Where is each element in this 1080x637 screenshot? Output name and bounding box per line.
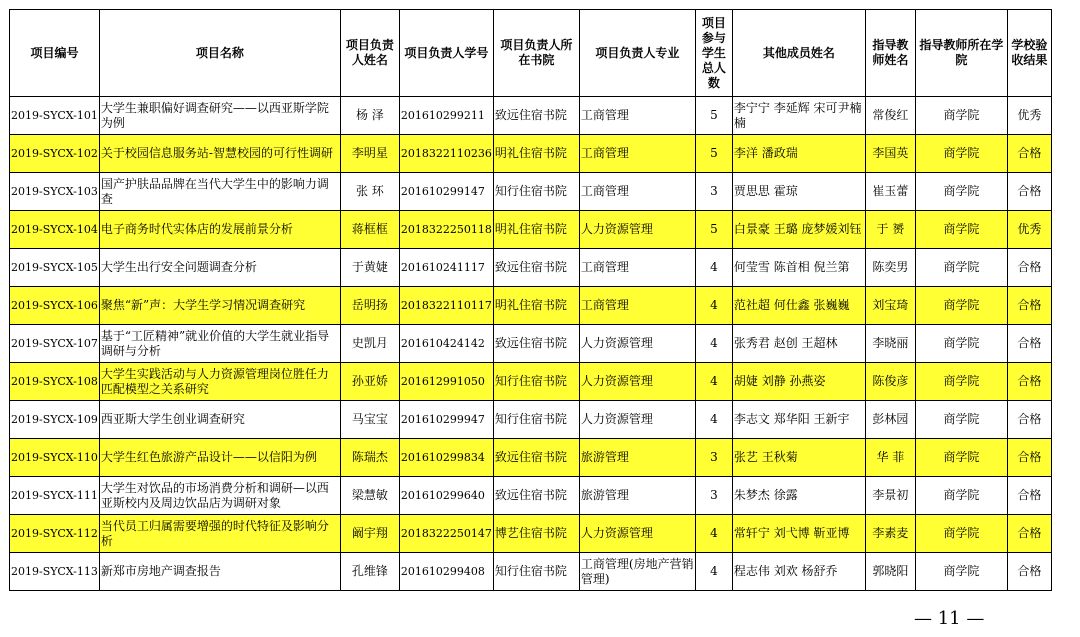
- header-other-members: 其他成员姓名: [732, 10, 865, 97]
- cell-leader-id: 201610424142: [399, 325, 493, 363]
- table-row: [10, 287, 1052, 325]
- cell-leader-id: 201610299147: [399, 173, 493, 211]
- cell-advisor-school: 商学院: [915, 211, 1007, 249]
- cell-acceptance-result: 合格: [1007, 401, 1051, 439]
- cell-project-name: 基于“工匠精神”就业价值的大学生就业指导调研与分析: [99, 325, 340, 363]
- cell-member-count: 4: [695, 363, 732, 401]
- cell-member-count: 4: [695, 515, 732, 553]
- header-advisor-name: 指导教师姓名: [865, 10, 915, 97]
- cell-project-name: 电子商务时代实体店的发展前景分析: [99, 211, 340, 249]
- cell-project-code: 2019-SYCX-102: [10, 135, 100, 173]
- header-advisor-school: 指导教师所在学院: [915, 10, 1007, 97]
- cell-project-code: 2019-SYCX-104: [10, 211, 100, 249]
- cell-advisor-name: 李国英: [865, 135, 915, 173]
- cell-advisor-school: 商学院: [915, 553, 1007, 591]
- cell-leader-name: 岳明扬: [340, 287, 399, 325]
- cell-leader-college: 知行住宿书院: [493, 553, 579, 591]
- cell-leader-major: 工商管理: [579, 135, 695, 173]
- cell-leader-name: 史凯月: [340, 325, 399, 363]
- cell-project-code: 2019-SYCX-108: [10, 363, 100, 401]
- header-acceptance-result: 学校验收结果: [1007, 10, 1051, 97]
- cell-other-members: 何莹雪 陈首相 倪兰第: [732, 249, 865, 287]
- cell-leader-major: 工商管理: [579, 287, 695, 325]
- cell-leader-id: 2018322110117: [399, 287, 493, 325]
- cell-leader-id: 2018322250147: [399, 515, 493, 553]
- cell-other-members: 朱梦杰 徐露: [732, 477, 865, 515]
- cell-project-code: 2019-SYCX-113: [10, 553, 100, 591]
- cell-leader-name: 孔维锋: [340, 553, 399, 591]
- cell-acceptance-result: 优秀: [1007, 97, 1051, 135]
- cell-advisor-name: 李素麦: [865, 515, 915, 553]
- cell-leader-major: 旅游管理: [579, 439, 695, 477]
- cell-leader-major: 工商管理(房地产营销管理): [579, 553, 695, 591]
- table-body: [10, 97, 1052, 591]
- cell-acceptance-result: 合格: [1007, 135, 1051, 173]
- cell-project-name: 关于校园信息服务站-智慧校园的可行性调研: [99, 135, 340, 173]
- cell-acceptance-result: 优秀: [1007, 211, 1051, 249]
- cell-advisor-school: 商学院: [915, 135, 1007, 173]
- cell-leader-college: 致远住宿书院: [493, 325, 579, 363]
- cell-other-members: 李志文 郑华阳 王新宇: [732, 401, 865, 439]
- cell-acceptance-result: 合格: [1007, 439, 1051, 477]
- table-row: [10, 553, 1052, 591]
- cell-leader-id: 201612991050: [399, 363, 493, 401]
- cell-advisor-name: 郭晓阳: [865, 553, 915, 591]
- cell-leader-college: 明礼住宿书院: [493, 287, 579, 325]
- cell-advisor-school: 商学院: [915, 173, 1007, 211]
- cell-other-members: 范社超 何仕鑫 张巍巍: [732, 287, 865, 325]
- cell-leader-major: 人力资源管理: [579, 401, 695, 439]
- cell-leader-college: 知行住宿书院: [493, 173, 579, 211]
- cell-project-code: 2019-SYCX-105: [10, 249, 100, 287]
- header-member-count: 项目参与学生总人数: [695, 10, 732, 97]
- cell-leader-college: 致远住宿书院: [493, 439, 579, 477]
- cell-advisor-school: 商学院: [915, 439, 1007, 477]
- cell-other-members: 胡婕 刘静 孙燕姿: [732, 363, 865, 401]
- cell-leader-name: 陈瑞杰: [340, 439, 399, 477]
- cell-advisor-name: 于 赟: [865, 211, 915, 249]
- cell-project-code: 2019-SYCX-106: [10, 287, 100, 325]
- cell-advisor-school: 商学院: [915, 515, 1007, 553]
- cell-project-code: 2019-SYCX-112: [10, 515, 100, 553]
- cell-project-code: 2019-SYCX-109: [10, 401, 100, 439]
- cell-leader-major: 人力资源管理: [579, 515, 695, 553]
- cell-leader-college: 知行住宿书院: [493, 401, 579, 439]
- cell-advisor-name: 华 菲: [865, 439, 915, 477]
- cell-leader-college: 致远住宿书院: [493, 477, 579, 515]
- cell-leader-name: 杨 泽: [340, 97, 399, 135]
- table-header-row: [10, 10, 1052, 97]
- cell-acceptance-result: 合格: [1007, 287, 1051, 325]
- cell-project-name: 大学生红色旅游产品设计——以信阳为例: [99, 439, 340, 477]
- cell-advisor-school: 商学院: [915, 363, 1007, 401]
- cell-leader-college: 博艺住宿书院: [493, 515, 579, 553]
- cell-project-code: 2019-SYCX-101: [10, 97, 100, 135]
- cell-project-name: 大学生出行安全问题调查分析: [99, 249, 340, 287]
- cell-leader-name: 阚宇翔: [340, 515, 399, 553]
- cell-project-name: 西亚斯大学生创业调查研究: [99, 401, 340, 439]
- cell-member-count: 3: [695, 173, 732, 211]
- table-row: [10, 211, 1052, 249]
- table-row: [10, 97, 1052, 135]
- cell-project-code: 2019-SYCX-103: [10, 173, 100, 211]
- cell-leader-name: 马宝宝: [340, 401, 399, 439]
- cell-member-count: 3: [695, 477, 732, 515]
- cell-leader-college: 明礼住宿书院: [493, 211, 579, 249]
- cell-leader-name: 张 环: [340, 173, 399, 211]
- cell-leader-major: 人力资源管理: [579, 363, 695, 401]
- cell-leader-major: 人力资源管理: [579, 211, 695, 249]
- cell-advisor-name: 彭林园: [865, 401, 915, 439]
- cell-leader-major: 工商管理: [579, 173, 695, 211]
- cell-leader-id: 201610241117: [399, 249, 493, 287]
- cell-advisor-name: 李景初: [865, 477, 915, 515]
- header-project-code: 项目编号: [10, 10, 100, 97]
- cell-member-count: 4: [695, 401, 732, 439]
- table-row: [10, 173, 1052, 211]
- cell-project-code: 2019-SYCX-111: [10, 477, 100, 515]
- cell-leader-id: 201610299640: [399, 477, 493, 515]
- header-leader-name: 项目负责人姓名: [340, 10, 399, 97]
- cell-member-count: 4: [695, 287, 732, 325]
- cell-other-members: 常轩宁 刘弋博 靳亚博: [732, 515, 865, 553]
- table-row: [10, 401, 1052, 439]
- cell-project-name: 当代员工归属需要增强的时代特征及影响分析: [99, 515, 340, 553]
- header-leader-college: 项目负责人所在书院: [493, 10, 579, 97]
- cell-member-count: 4: [695, 325, 732, 363]
- table-row: [10, 439, 1052, 477]
- cell-member-count: 4: [695, 553, 732, 591]
- cell-advisor-name: 陈奕男: [865, 249, 915, 287]
- table-row: [10, 515, 1052, 553]
- cell-leader-college: 知行住宿书院: [493, 363, 579, 401]
- cell-advisor-name: 刘宝琦: [865, 287, 915, 325]
- table-row: [10, 477, 1052, 515]
- cell-leader-name: 蒋框框: [340, 211, 399, 249]
- cell-leader-id: 201610299947: [399, 401, 493, 439]
- cell-advisor-school: 商学院: [915, 97, 1007, 135]
- header-leader-major: 项目负责人专业: [579, 10, 695, 97]
- cell-leader-major: 工商管理: [579, 249, 695, 287]
- cell-project-name: 聚焦“新”声：大学生学习情况调查研究: [99, 287, 340, 325]
- cell-other-members: 张艺 王秋菊: [732, 439, 865, 477]
- cell-project-name: 新郑市房地产调查报告: [99, 553, 340, 591]
- cell-leader-name: 孙亚娇: [340, 363, 399, 401]
- cell-advisor-school: 商学院: [915, 287, 1007, 325]
- header-project-name: 项目名称: [99, 10, 340, 97]
- cell-leader-major: 工商管理: [579, 97, 695, 135]
- cell-leader-id: 201610299834: [399, 439, 493, 477]
- table-row: [10, 363, 1052, 401]
- project-table: [9, 9, 1052, 591]
- cell-leader-college: 致远住宿书院: [493, 97, 579, 135]
- cell-project-name: 国产护肤品品牌在当代大学生中的影响力调查: [99, 173, 340, 211]
- cell-project-name: 大学生对饮品的市场消费分析和调研—以西亚斯校内及周边饮品店为调研对象: [99, 477, 340, 515]
- cell-member-count: 5: [695, 97, 732, 135]
- cell-advisor-school: 商学院: [915, 401, 1007, 439]
- cell-other-members: 李宁宁 李延辉 宋可尹楠楠: [732, 97, 865, 135]
- cell-member-count: 5: [695, 135, 732, 173]
- cell-leader-name: 李明星: [340, 135, 399, 173]
- cell-acceptance-result: 合格: [1007, 325, 1051, 363]
- cell-acceptance-result: 合格: [1007, 515, 1051, 553]
- table-row: [10, 249, 1052, 287]
- cell-acceptance-result: 合格: [1007, 249, 1051, 287]
- cell-leader-id: 201610299408: [399, 553, 493, 591]
- cell-leader-id: 2018322110236: [399, 135, 493, 173]
- cell-leader-id: 2018322250118: [399, 211, 493, 249]
- header-leader-id: 项目负责人学号: [399, 10, 493, 97]
- cell-advisor-name: 陈俊彦: [865, 363, 915, 401]
- cell-project-name: 大学生兼职偏好调查研究——以西亚斯学院为例: [99, 97, 340, 135]
- cell-advisor-name: 崔玉蕾: [865, 173, 915, 211]
- cell-acceptance-result: 合格: [1007, 553, 1051, 591]
- cell-member-count: 4: [695, 249, 732, 287]
- cell-member-count: 3: [695, 439, 732, 477]
- cell-advisor-name: 常俊红: [865, 97, 915, 135]
- cell-acceptance-result: 合格: [1007, 173, 1051, 211]
- cell-acceptance-result: 合格: [1007, 477, 1051, 515]
- cell-leader-major: 人力资源管理: [579, 325, 695, 363]
- page-number: — 11 —: [914, 608, 985, 629]
- cell-leader-id: 201610299211: [399, 97, 493, 135]
- cell-other-members: 白景豪 王璐 庞梦媛刘钰: [732, 211, 865, 249]
- cell-other-members: 程志伟 刘欢 杨舒乔: [732, 553, 865, 591]
- cell-other-members: 李洋 潘政瑞: [732, 135, 865, 173]
- cell-project-name: 大学生实践活动与人力资源管理岗位胜任力匹配模型之关系研究: [99, 363, 340, 401]
- table-row: [10, 135, 1052, 173]
- cell-advisor-school: 商学院: [915, 325, 1007, 363]
- cell-member-count: 5: [695, 211, 732, 249]
- table-row: [10, 325, 1052, 363]
- cell-acceptance-result: 合格: [1007, 363, 1051, 401]
- cell-other-members: 张秀君 赵创 王超林: [732, 325, 865, 363]
- cell-advisor-school: 商学院: [915, 249, 1007, 287]
- cell-leader-major: 旅游管理: [579, 477, 695, 515]
- cell-advisor-school: 商学院: [915, 477, 1007, 515]
- cell-advisor-name: 李晓丽: [865, 325, 915, 363]
- cell-leader-name: 于黄婕: [340, 249, 399, 287]
- cell-leader-college: 致远住宿书院: [493, 249, 579, 287]
- cell-project-code: 2019-SYCX-107: [10, 325, 100, 363]
- cell-leader-name: 梁慧敏: [340, 477, 399, 515]
- cell-other-members: 贾思思 霍琼: [732, 173, 865, 211]
- cell-project-code: 2019-SYCX-110: [10, 439, 100, 477]
- cell-leader-college: 明礼住宿书院: [493, 135, 579, 173]
